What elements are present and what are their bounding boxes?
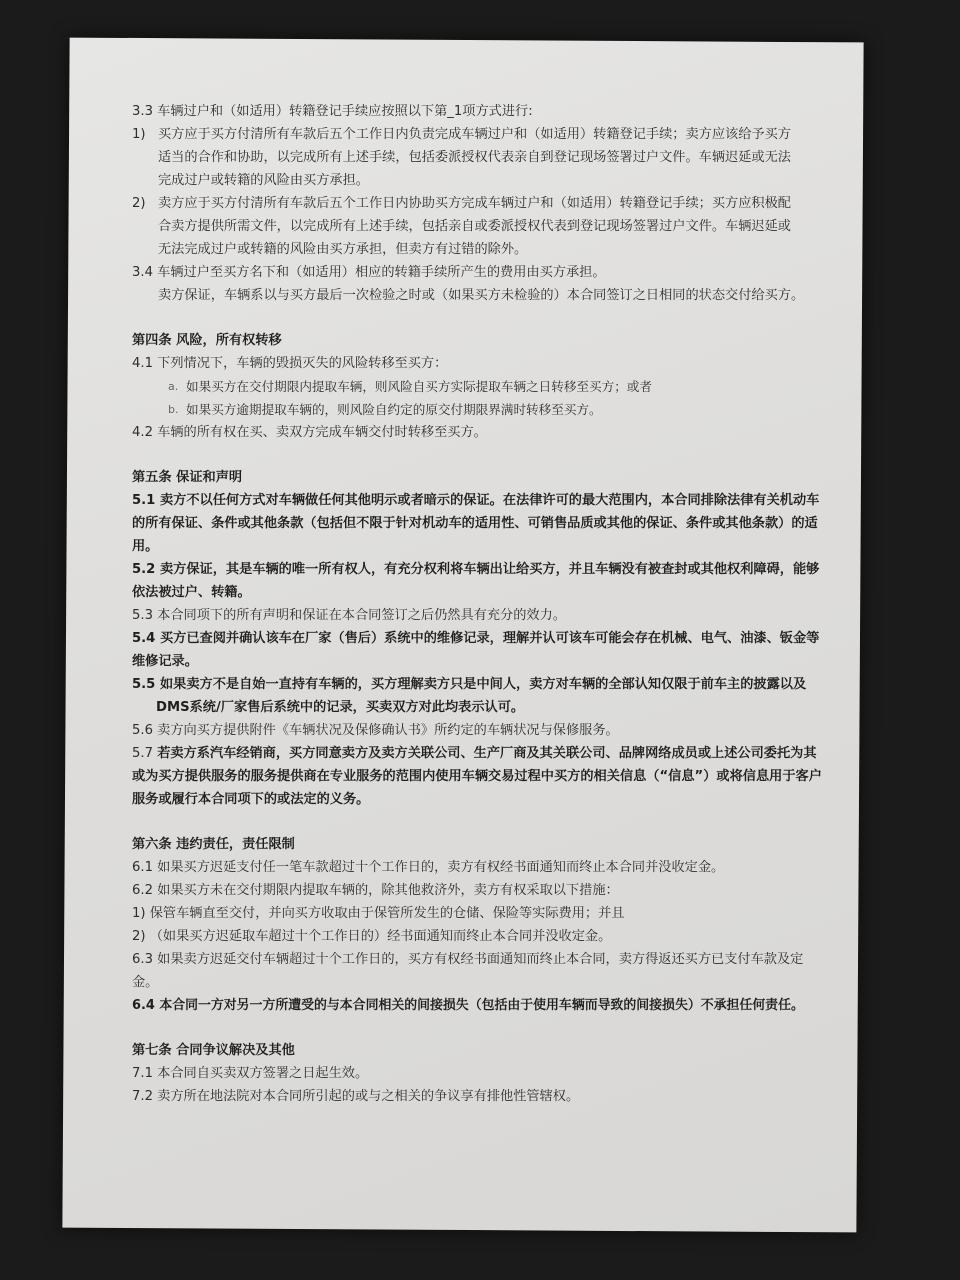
clause-6-2-item-1: 1) 保管车辆直至交付，并向买方收取由于保管所发生的仓储、保险等实际费用；并且 <box>132 906 625 921</box>
clause-6-3: 6.3 如果卖方迟延交付车辆超过十个工作日的，买方有权经书面通知而终止本合同，卖方得返还买方已支付车款及定金。 <box>132 952 804 990</box>
clause-5-7 <box>132 742 822 811</box>
clause-3-3-item-2 <box>132 192 822 261</box>
clause-5-3: 5.3 本合同项下的所有声明和保证在本合同签订之后仍然具有充分的效力。 <box>132 608 566 623</box>
clause-5-5-cont: DMS系统/厂家售后系统中的记录，买卖双方对此均表示认可。 <box>156 700 525 715</box>
clause-6-1: 6.1 如果买方迟延支付任一笔车款超过十个工作日的，卖方有权经书面通知而终止本合同并没收定金。 <box>132 860 725 875</box>
clause-number: 5.7 <box>132 746 153 761</box>
clause-3-3-item-1 <box>132 123 822 192</box>
clause-3-4-warranty: 卖方保证，车辆系以与买方最后一次检验之时或（如果买方未检验的）本合同签订之日相同的状态交付给买方。 <box>158 288 805 303</box>
item-text: 卖方应于买方付清所有车款后五个工作日内协助买方完成车辆过户和（如适用）转籍登记手续；买方应积极配 <box>158 196 791 211</box>
clause-5-6: 5.6 卖方向买方提供附件《车辆状况及保修确认书》所约定的车辆状况与保修服务。 <box>132 723 619 738</box>
item-number: 2) <box>132 196 146 211</box>
item-text: 完成过户或转籍的风险由买方承担。 <box>158 173 369 188</box>
item-letter: a. <box>168 380 179 393</box>
item-letter: b. <box>168 403 179 416</box>
item-text: 买方应于买方付清所有车款后五个工作日内负责完成车辆过户和（如适用）转籍登记手续；卖方应该给予买方 <box>158 127 791 142</box>
contract-text <box>132 100 822 1108</box>
clause-5-2: 5.2 卖方保证，其是车辆的唯一所有权人，有充分权利将车辆出让给买方，并且车辆没有被查封或其他权利障碍，能够依法被过户、转籍。 <box>132 562 820 600</box>
article-4-heading: 第四条 风险，所有权转移 <box>132 333 282 348</box>
item-text: 如果买方逾期提取车辆的，则风险自约定的原交付期限界满时转移至买方。 <box>186 402 602 417</box>
clause-5-5: 5.5 如果卖方不是自始一直持有车辆的，买方理解卖方只是中间人，卖方对车辆的全部认知仅限于前车主的披露以及 <box>132 677 807 692</box>
clause-3-4: 3.4 车辆过户至买方名下和（如适用）相应的转籍手续所产生的费用由买方承担。 <box>132 265 606 280</box>
clause-4-2: 4.2 车辆的所有权在买、卖双方完成车辆交付时转移至买方。 <box>132 425 487 440</box>
clause-6-2-item-2: 2) （如果买方迟延取车超过十个工作日的）经书面通知而终止本合同并没收定金。 <box>132 929 612 944</box>
clause-5-4: 5.4 买方已查阅并确认该车在厂家（售后）系统中的维修记录，理解并认可该车可能会存在机械、电气、油漆、钣金等维修记录。 <box>132 631 820 669</box>
item-text: 如果买方在交付期限内提取车辆，则风险自买方实际提取车辆之日转移至买方；或者 <box>186 379 652 394</box>
clause-5-1: 5.1 卖方不以任何方式对车辆做任何其他明示或者暗示的保证。在法律许可的最大范围内，本合同排除法律有关机动车的所有保证、条件或其他条款（包括但不限于针对机动车的适用性、可销售品质或其他的保证、条件或其他条款）的适用。 <box>132 493 820 554</box>
clause-7-2: 7.2 卖方所在地法院对本合同所引起的或与之相关的争议享有排他性管辖权。 <box>132 1089 580 1104</box>
clause-4-1-b <box>132 398 822 421</box>
clause-7-1: 7.1 本合同自买卖双方签署之日起生效。 <box>132 1066 369 1081</box>
item-number: 1) <box>132 127 146 142</box>
article-6-heading: 第六条 违约责任，责任限制 <box>132 837 295 852</box>
article-5-heading: 第五条 保证和声明 <box>132 470 243 485</box>
clause-4-1: 4.1 下列情况下，车辆的毁损灭失的风险转移至买方： <box>132 356 448 371</box>
clause-4-1-a <box>132 375 822 398</box>
clause-3-3: 3.3 车辆过户和（如适用）转籍登记手续应按照以下第_1项方式进行: <box>132 104 533 119</box>
item-text: 无法完成过户或转籍的风险由买方承担，但卖方有过错的除外。 <box>158 242 528 257</box>
clause-6-4: 6.4 本合同一方对另一方所遭受的与本合同相关的间接损失（包括由于使用车辆而导致的间接损失）不承担任何责任。 <box>132 998 804 1013</box>
clause-6-2: 6.2 如果买方未在交付期限内提取车辆的，除其他救济外，卖方有权采取以下措施： <box>132 883 619 898</box>
clause-text: 若卖方系汽车经销商，买方同意卖方及卖方关联公司、生产厂商及其关联公司、品牌网络成员或上述公司委托为其或为买方提供服务的服务提供商在专业服务的范围内使用车辆交易过程中买方的相关信息（“信息”）或将信息用于客户服务或履行本合同项下的或法定的义务。 <box>132 746 822 807</box>
item-text: 合卖方提供所需文件，以完成所有上述手续，包括亲自或委派授权代表到登记现场签署过户文件。车辆迟延或 <box>158 219 791 234</box>
item-text: 适当的合作和协助，以完成所有上述手续，包括委派授权代表亲自到登记现场签署过户文件。车辆迟延或无法 <box>158 150 791 165</box>
article-7-heading: 第七条 合同争议解决及其他 <box>132 1043 295 1058</box>
